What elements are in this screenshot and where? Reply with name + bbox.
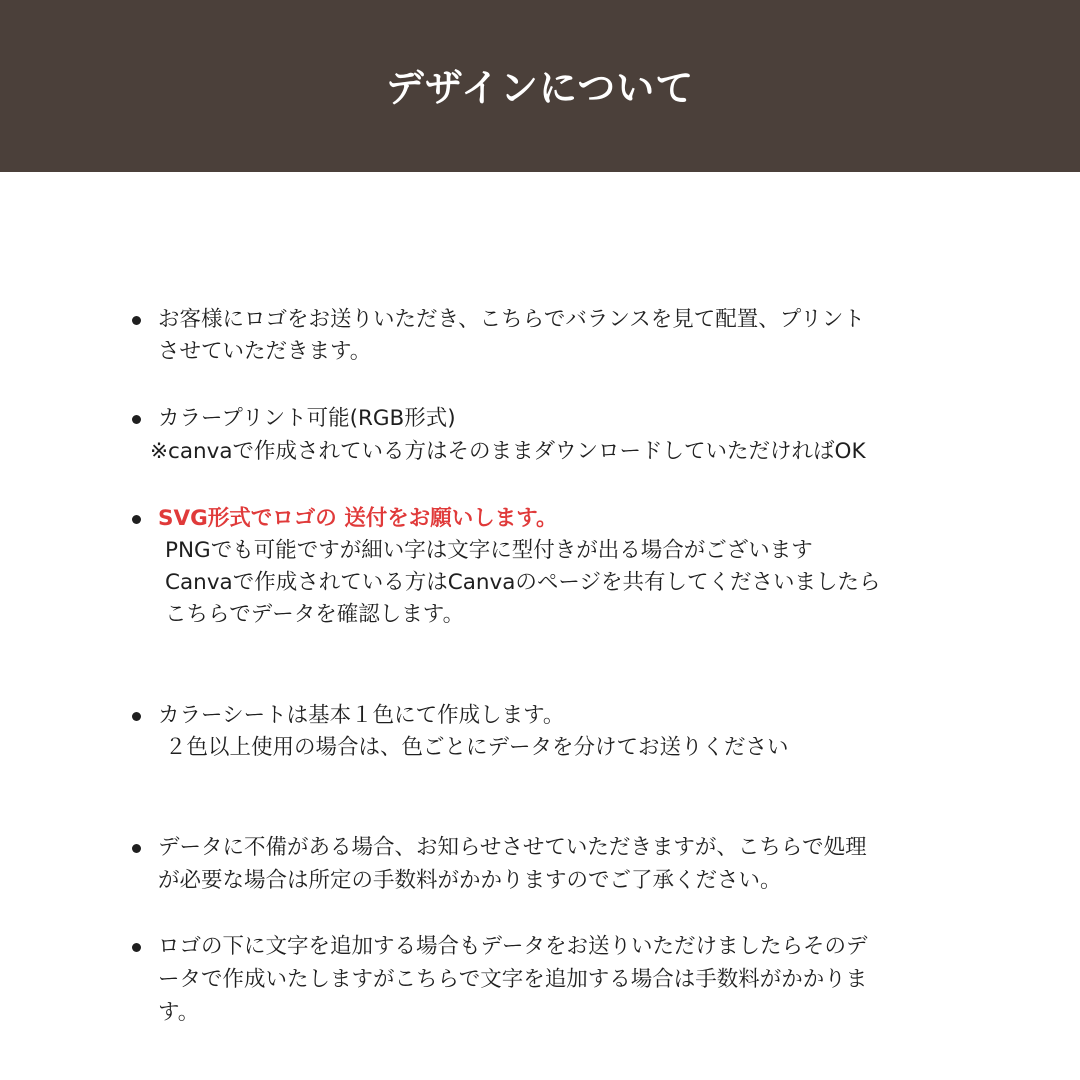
item-line: こちらでデータを確認します。 <box>165 602 465 627</box>
item-line: Canvaで作成されている方はCanvaのページを共有してくださいましたら <box>165 570 881 595</box>
page-header <box>0 0 1080 172</box>
item-line: お客様にロゴをお送りいただき、こちらでバランスを見て配置、プリント <box>158 307 865 332</box>
item-line: データに不備がある場合、お知らせさせていただきますが、こちらで処理 <box>158 835 867 860</box>
item-line: ロゴの下に文字を追加する場合もデータをお送りいただけましたらそのデ <box>158 934 868 959</box>
bullet-icon <box>132 844 141 853</box>
item-line: カラーシートは基本１色にて作成します。 <box>158 703 565 728</box>
item-highlight: SVG形式でロゴの 送付をお願いします。 <box>158 506 558 531</box>
item-line: PNGでも可能ですが細い字は文字に型付きが出る場合がございます <box>165 538 813 563</box>
item-line: カラープリント可能(RGB形式) <box>158 406 456 431</box>
bullet-icon <box>132 316 141 325</box>
item-line: が必要な場合は所定の手数料がかかりますのでご了承ください。 <box>158 868 782 893</box>
item-line: ２色以上使用の場合は、色ごとにデータを分けてお送りください <box>165 735 789 760</box>
bullet-icon <box>132 415 141 424</box>
bullet-icon <box>132 712 141 721</box>
item-line: させていただきます。 <box>158 339 372 364</box>
page-title: デザインについて <box>385 65 695 110</box>
bullet-icon <box>132 943 141 952</box>
item-line: ータで作成いたしますがこちらで文字を追加する場合は手数料がかかりま <box>158 967 868 992</box>
item-line: す。 <box>158 1000 200 1025</box>
item-note: ※canvaで作成されている方はそのままダウンロードしていただければOK <box>150 439 866 464</box>
bullet-icon <box>132 515 141 524</box>
